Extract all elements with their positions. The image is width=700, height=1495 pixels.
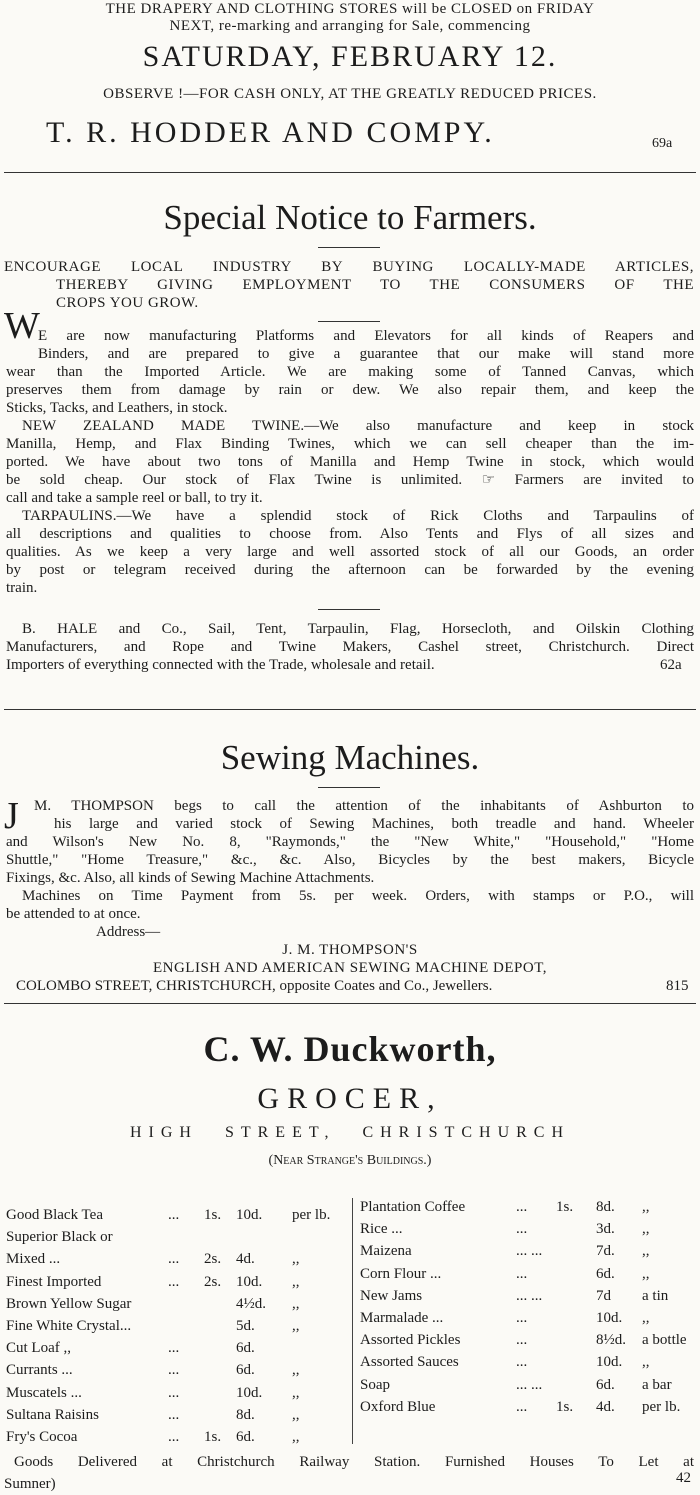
price-row	[360, 1265, 700, 1283]
price-unit: ,,	[642, 1265, 650, 1282]
price-shillings: 2s.	[204, 1251, 222, 1268]
price-item: Muscatels ...	[6, 1384, 82, 1401]
farmers-sig1: B. HALE and Co., Sail, Tent, Tarpaulin, Flag, Horsecloth, and Oilskin Clothing	[22, 621, 694, 637]
price-item: Marmalade ...	[360, 1310, 444, 1326]
farmers-p2-4: be sold cheap. Our stock of Flax Twine is unlimited. ☞ Farmers are invited to	[6, 472, 694, 488]
divider	[318, 609, 380, 610]
sewing-addr3: COLOMBO STREET, CHRISTCHURCH, opposite Coates and Co., Jewellers.	[16, 978, 493, 994]
price-dots: ...	[516, 1354, 528, 1371]
sewing-addr2: ENGLISH AND AMERICAN SEWING MACHINE DEPOT,	[152, 960, 548, 976]
grocer-name: C. W. Duckworth,	[203, 1029, 497, 1069]
farmers-p3-2: all descriptions and qualities to choose from. Also Tents and Flys of all sizes and	[6, 526, 694, 542]
farmers-p1-2: Binders, and are prepared to give a guarantee that our make will stand more	[38, 346, 694, 362]
price-dots: ...	[168, 1429, 180, 1445]
price-dots: ...	[168, 1207, 180, 1223]
price-item: Good Black Tea	[6, 1207, 103, 1223]
farmers-sub1: ENCOURAGE LOCAL INDUSTRY BY BUYING LOCALLY-MADE ARTICLES,	[4, 259, 694, 275]
price-pence: 8½d.	[596, 1332, 626, 1349]
price-unit: ,,	[292, 1251, 300, 1268]
farmers-p2-2: Manilla, Hemp, and Flax Binding Twines, which we can sell cheaper than the im-	[6, 436, 694, 452]
price-dots: ...	[168, 1273, 180, 1290]
hodder-observe: OBSERVE !—FOR CASH ONLY, AT THE GREATLY REDUCED PRICES.	[103, 86, 597, 102]
price-row	[360, 1331, 700, 1349]
hodder-date: SATURDAY, FEBRUARY 12.	[142, 40, 558, 73]
price-dots: ...	[516, 1199, 528, 1215]
price-item: New Jams	[360, 1287, 423, 1304]
farmers-p2-1: NEW ZEALAND MADE TWINE.—We also manufacture and keep in stock	[22, 418, 694, 434]
price-unit: a bottle	[642, 1332, 687, 1349]
price-row	[6, 1317, 346, 1335]
grocer-footer2: Sumner)	[4, 1476, 56, 1492]
sewing-p1-2: his large and varied stock of Sewing Machines, both treadle and hand. Wheeler	[54, 816, 694, 832]
price-shillings: 1s.	[204, 1207, 222, 1223]
price-unit: ,,	[292, 1318, 300, 1334]
hodder-name: T. R. HODDER AND COMPY.	[46, 116, 495, 149]
farmers-p1-3: wear than the Imported Article. We are making some of Tanned Canvas, which	[6, 364, 694, 380]
farmers-p1-4: preserves them from damage by rain or dew. We also repair them, and keep the	[6, 382, 694, 398]
price-pence: 6d.	[236, 1340, 255, 1357]
price-pence: 10d.	[236, 1273, 263, 1290]
price-item: Fine White Crystal...	[6, 1318, 132, 1334]
price-item: Plantation Coffee	[360, 1199, 466, 1215]
price-item: Soap	[360, 1376, 390, 1393]
price-unit: ,,	[642, 1354, 650, 1371]
price-row	[360, 1309, 700, 1327]
price-item: Currants ...	[6, 1362, 73, 1379]
divider	[318, 321, 380, 322]
price-unit: ,,	[642, 1199, 650, 1215]
price-unit: per lb.	[642, 1398, 681, 1415]
price-unit: ,,	[642, 1243, 650, 1260]
sewing-p1-4: Shuttle," "Home Treasure," &c., &c. Also, Bicycles by the best makers, Bicycle	[6, 852, 694, 868]
price-pence: 7d	[596, 1287, 611, 1304]
price-row	[6, 1406, 346, 1424]
price-item: Maizena	[360, 1243, 412, 1260]
price-unit: per lb.	[292, 1207, 331, 1223]
price-row	[360, 1198, 700, 1216]
price-row	[360, 1220, 700, 1238]
separator	[4, 709, 696, 710]
price-dots: ...	[516, 1398, 528, 1415]
farmers-title: Special Notice to Farmers.	[163, 198, 537, 237]
price-dots: ... ...	[516, 1376, 543, 1393]
sewing-dropcap: J	[4, 795, 19, 837]
grocer-trade: GROCER,	[257, 1082, 443, 1115]
price-row	[360, 1287, 700, 1305]
price-pence: 3d.	[596, 1221, 615, 1238]
price-unit: a bar	[642, 1376, 672, 1393]
price-row	[6, 1295, 346, 1313]
price-pence: 10d.	[596, 1310, 623, 1326]
price-item: Finest Imported	[6, 1273, 102, 1290]
sewing-p1-3: and Wilson's New No. 8, "Raymonds," the "New White," "Household," "Home	[6, 834, 694, 850]
price-pence: 7d.	[596, 1243, 615, 1260]
price-row	[6, 1428, 346, 1446]
price-pence: 10d.	[596, 1354, 623, 1371]
price-dots: ...	[516, 1332, 528, 1349]
hodder-line2: NEXT, re-marking and arranging for Sale, commencing	[169, 18, 531, 34]
price-item: Cut Loaf ,,	[6, 1340, 71, 1357]
farmers-sig2: Manufacturers, and Rope and Twine Makers, Cashel street, Christchurch. Direct	[6, 639, 694, 655]
farmers-p3-1: TARPAULINS.—We have a splendid stock of Rick Cloths and Tarpaulins of	[22, 508, 694, 524]
price-row	[6, 1250, 346, 1268]
price-shillings: 1s.	[556, 1199, 574, 1215]
farmers-p2-3: ported. We have about two tons of Manilla and Hemp Twine in stock, which would	[6, 454, 694, 470]
price-unit: ,,	[292, 1384, 300, 1401]
price-unit: ,,	[642, 1310, 650, 1326]
farmers-sub3: CROPS YOU GROW.	[56, 295, 199, 311]
farmers-ref: 62a	[660, 657, 682, 673]
price-dots: ...	[168, 1384, 180, 1401]
column-divider	[352, 1198, 353, 1444]
price-unit: ,,	[292, 1429, 300, 1445]
price-shillings: 2s.	[204, 1273, 222, 1290]
price-item: Assorted Sauces	[360, 1354, 459, 1371]
price-unit: a tin	[642, 1287, 669, 1304]
price-item: Assorted Pickles	[360, 1332, 461, 1349]
grocer-near: (Near Strange's Buildings.)	[268, 1153, 432, 1168]
price-unit: ,,	[292, 1295, 300, 1312]
price-dots: ...	[516, 1221, 528, 1238]
price-dots: ... ...	[516, 1287, 543, 1304]
farmers-p1-5: Sticks, Tacks, and Leathers, in stock.	[6, 400, 228, 416]
title-underline	[318, 247, 380, 248]
price-pence: 6d.	[236, 1429, 255, 1445]
separator	[4, 172, 696, 173]
price-pence: 6d.	[236, 1362, 255, 1379]
price-dots: ...	[168, 1406, 180, 1423]
grocer-footer1: Goods Delivered at Christchurch Railway Station. Furnished Houses To Let at	[14, 1454, 694, 1470]
price-dots: ...	[168, 1362, 180, 1379]
farmers-dropcap: W	[4, 305, 40, 347]
price-pence: 8d.	[596, 1199, 615, 1215]
price-pence: 4½d.	[236, 1295, 266, 1312]
farmers-sub2: THEREBY GIVING EMPLOYMENT TO THE CONSUMERS OF THE	[56, 277, 694, 293]
price-pence: 6d.	[596, 1265, 615, 1282]
hodder-ref: 69a	[652, 136, 673, 151]
price-pence: 5d.	[236, 1318, 255, 1334]
price-row	[360, 1376, 700, 1394]
price-item: Oxford Blue	[360, 1398, 436, 1415]
price-item: Fry's Cocoa	[6, 1429, 78, 1445]
price-item: Corn Flour ...	[360, 1265, 442, 1282]
price-pence: 8d.	[236, 1406, 255, 1423]
sewing-title: Sewing Machines.	[220, 738, 480, 777]
price-row	[6, 1206, 346, 1224]
price-row	[6, 1361, 346, 1379]
price-unit: ,,	[292, 1273, 300, 1290]
price-pence: 6d.	[596, 1376, 615, 1393]
price-pence: 4d.	[236, 1251, 255, 1268]
price-dots: ...	[168, 1340, 180, 1357]
price-row	[6, 1273, 346, 1291]
price-row	[360, 1242, 700, 1260]
price-shillings: 1s.	[204, 1429, 222, 1445]
price-item: Rice ...	[360, 1221, 403, 1238]
sewing-address-label: Address—	[96, 924, 161, 940]
price-dots: ...	[516, 1265, 528, 1282]
sewing-p2-2: be attended to at once.	[6, 906, 141, 922]
price-item: Sultana Raisins	[6, 1406, 99, 1423]
hodder-line1: THE DRAPERY AND CLOTHING STORES will be CLOSED on FRIDAY	[105, 1, 595, 17]
price-item: Brown Yellow Sugar	[6, 1295, 132, 1312]
price-dots: ...	[168, 1251, 180, 1268]
sewing-ref: 815	[666, 978, 689, 994]
price-item: Superior Black or	[6, 1229, 113, 1246]
price-item: Mixed ...	[6, 1251, 61, 1268]
price-unit: ,,	[642, 1221, 650, 1238]
sewing-addr1: J. M. THOMPSON'S	[282, 942, 418, 958]
price-shillings: 1s.	[556, 1398, 574, 1415]
title-underline	[318, 787, 380, 788]
farmers-p1-1: E are now manufacturing Platforms and Elevators for all kinds of Reapers and	[38, 328, 694, 344]
price-row	[6, 1339, 346, 1357]
farmers-p2-5: call and take a sample reel or ball, to try it.	[6, 490, 263, 506]
farmers-sig3: Importers of everything connected with the Trade, wholesale and retail.	[6, 657, 435, 673]
price-unit: ,,	[292, 1406, 300, 1423]
sewing-p1-5: Fixings, &c. Also, all kinds of Sewing Machine Attachments.	[6, 870, 375, 886]
farmers-p3-5: train.	[6, 580, 38, 596]
price-row	[6, 1384, 346, 1402]
separator	[4, 1003, 696, 1004]
grocer-ref: 42	[676, 1470, 691, 1486]
price-pence: 4d.	[596, 1398, 615, 1415]
sewing-p2-1: Machines on Time Payment from 5s. per week. Orders, with stamps or P.O., will	[22, 888, 694, 904]
price-pence: 10d.	[236, 1207, 263, 1223]
price-dots: ... ...	[516, 1243, 543, 1260]
sewing-p1-1: M. THOMPSON begs to call the attention of the inhabitants of Ashburton to	[34, 798, 694, 814]
price-row	[360, 1398, 700, 1416]
price-row	[360, 1353, 700, 1371]
price-dots: ...	[516, 1310, 528, 1326]
grocer-street: HIGH STREET, CHRISTCHURCH	[129, 1124, 571, 1141]
price-pence: 10d.	[236, 1384, 263, 1401]
price-unit: ,,	[292, 1362, 300, 1379]
price-row	[6, 1228, 346, 1246]
farmers-p3-3: qualities. As we keep a very large and well assorted stock of all our Goods, an order	[6, 544, 694, 560]
farmers-p3-4: by post or telegram received during the afternoon can be forwarded by the evening	[6, 562, 694, 578]
